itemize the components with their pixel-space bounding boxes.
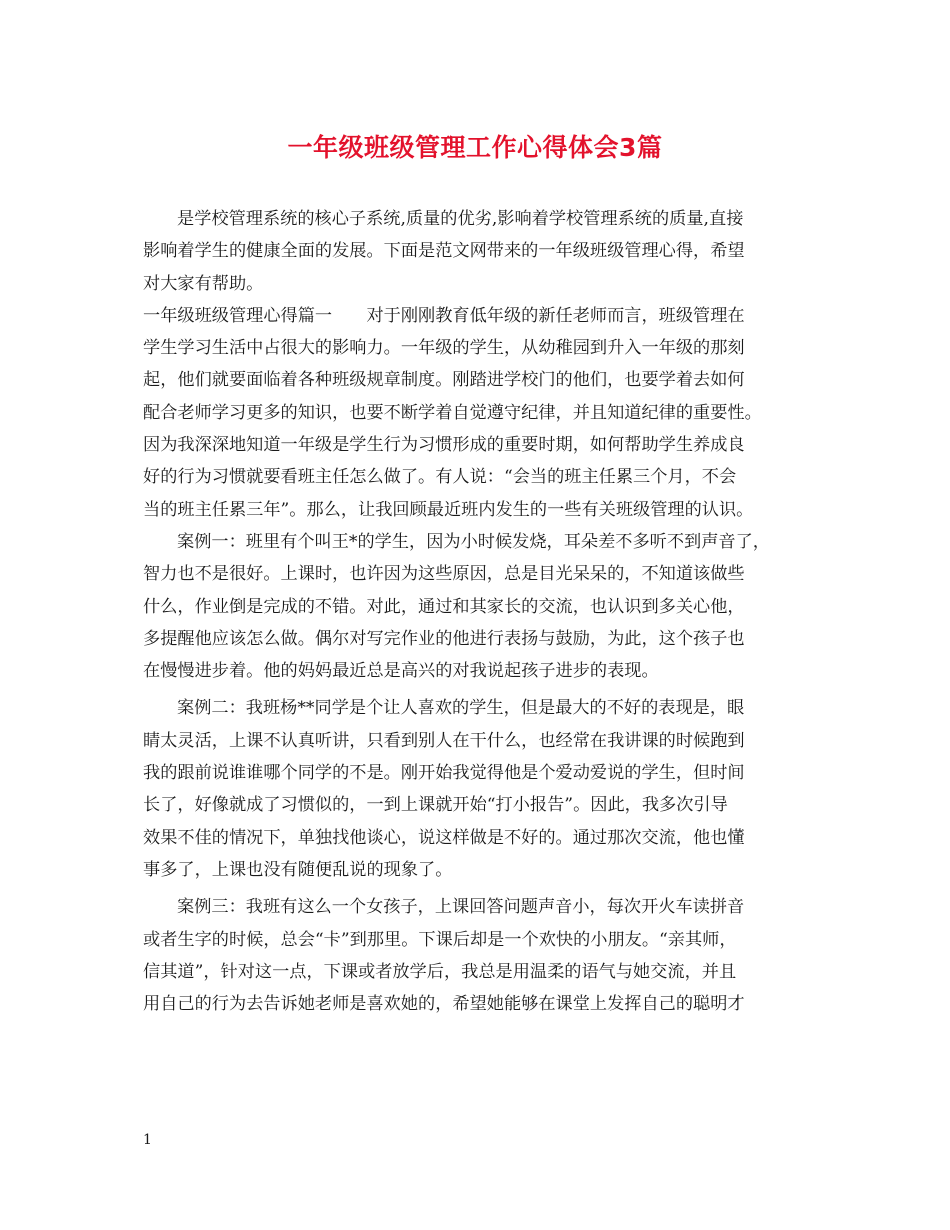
text-line: 信其道”，针对这一点，下课或者放学后，我总是用温柔的语气与她交流，并且 <box>143 961 737 982</box>
text-line: 案例三：我班有这么一个女孩子，上课回答问题声音小，每次开火车读拼音 <box>177 897 745 918</box>
text-line: 智力也不是很好。上课时，也许因为这些原因，总是目光呆呆的，不知道该做些 <box>143 564 745 585</box>
document-title: 一年级班级管理工作心得体会3篇 <box>287 133 663 162</box>
text-line: 在慢慢进步着。他的妈妈最近总是高兴的对我说起孩子进步的表现。 <box>143 661 659 682</box>
text-line: 因为我深深地知道一年级是学生行为习惯形成的重要时期，如何帮助学生养成良 <box>143 435 745 456</box>
text-line: 效果不佳的情况下，单独找他谈心，说这样做是不好的。通过那次交流，他也懂 <box>143 827 745 848</box>
text-line: 案例一：班里有个叫王*的学生，因为小时候发烧，耳朵差不多听不到声音了， <box>177 531 770 552</box>
text-line: 睛太灵活，上课不认真听讲，只看到别人在干什么，也经常在我讲课的时候跑到 <box>143 730 745 751</box>
text-line: 案例二：我班杨**同学是个让人喜欢的学生，但是最大的不好的表现是，眼 <box>177 698 745 719</box>
text-line: 长了，好像就成了习惯似的，一到上课就开始“打小报告”。因此，我多次引导 <box>143 795 728 816</box>
text-line: 或者生字的时候，总会“卡”到那里。下课后却是一个欢快的小朋友。“亲其师， <box>143 929 737 950</box>
text-line: 用自己的行为去告诉她老师是喜欢她的，希望她能够在课堂上发挥自己的聪明才 <box>143 994 745 1015</box>
text-line: 事多了，上课也没有随便乱说的现象了。 <box>143 859 453 880</box>
text-line: 对大家有帮助。 <box>143 273 264 294</box>
text-line: 一年级班级管理心得篇一 对于刚刚教育低年级的新任老师而言，班级管理在 <box>143 305 745 326</box>
text-line: 配合老师学习更多的知识，也要不断学着自觉遵守纪律，并且知道纪律的重要性。 <box>143 402 762 423</box>
text-line: 多提醒他应该怎么做。偶尔对写完作业的他进行表扬与鼓励，为此，这个孩子也 <box>143 628 745 649</box>
text-line: 影响着学生的健康全面的发展。下面是范文网带来的一年级班级管理心得，希望 <box>143 241 745 262</box>
page-number: 1 <box>143 1132 152 1148</box>
text-line: 我的跟前说谁谁哪个同学的不是。刚开始我觉得他是个爱动爱说的学生，但时间 <box>143 763 745 784</box>
text-line: 是学校管理系统的核心子系统,质量的优劣,影响着学校管理系统的质量,直接 <box>177 209 744 229</box>
text-line: 当的班主任累三年”。那么，让我回顾最近班内发生的一些有关班级管理的认识。 <box>143 499 754 520</box>
text-line: 起，他们就要面临着各种班级规章制度。刚踏进学校门的他们，也要学着去如何 <box>143 370 745 391</box>
text-line: 什么，作业倒是完成的不错。对此，通过和其家长的交流，也认识到多关心他， <box>143 596 745 617</box>
text-line: 学生学习生活中占很大的影响力。一年级的学生，从幼稚园到升入一年级的那刻 <box>143 338 745 359</box>
text-line: 好的行为习惯就要看班主任怎么做了。有人说：“会当的班主任累三个月，不会 <box>143 467 737 488</box>
document-body <box>143 203 823 1020</box>
